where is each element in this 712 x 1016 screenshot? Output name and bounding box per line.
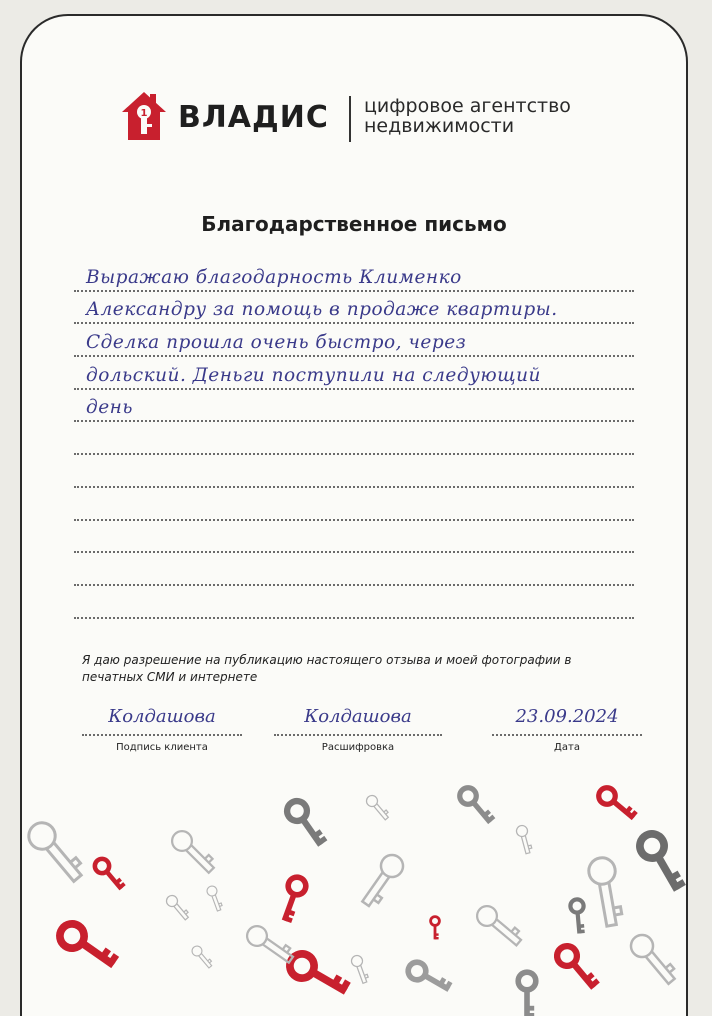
key-outline-icon: [627, 931, 680, 989]
signature-label: Подпись клиента: [116, 742, 208, 753]
letter-line: [74, 259, 634, 292]
letter-line: [74, 455, 634, 488]
key-icon: [553, 942, 601, 994]
key-icon: [405, 959, 453, 997]
decoding-block: [274, 702, 442, 753]
handwritten-text: Александру за помощь в продаже квартиры.: [86, 299, 558, 321]
letter-line: [74, 357, 634, 390]
date-value: 23.09.2024: [492, 702, 642, 736]
key-outline-icon: [164, 893, 191, 922]
key-outline-icon: [168, 827, 218, 877]
key-outline-icon: [515, 824, 533, 854]
key-icon: [635, 829, 686, 895]
client-signature: Колдашова: [82, 702, 242, 736]
key-outline-icon: [190, 944, 214, 970]
key-outline-icon: [357, 851, 408, 910]
signature-block: [82, 702, 242, 753]
handwritten-text: Сделка прошла очень быстро, через: [86, 332, 467, 354]
date-label: Дата: [554, 742, 580, 753]
decoding-label: Расшифровка: [321, 742, 395, 753]
key-icon: [283, 797, 329, 850]
brand-logo: [120, 90, 640, 146]
key-outline-icon: [587, 856, 625, 928]
letter-line: [74, 324, 634, 357]
keys-decoration: [22, 756, 686, 1016]
brand-name: ВЛАДИС: [178, 100, 329, 135]
key-outline-icon: [364, 793, 391, 822]
handwritten-text: дольский. Деньги поступили на следующий: [86, 364, 541, 386]
brand-tagline: [364, 96, 624, 136]
letter-line: [74, 422, 634, 455]
signature-decoding: Колдашова: [274, 702, 442, 736]
key-icon: [92, 856, 127, 894]
tagline-line-1: цифровое агентство: [364, 95, 571, 117]
handwritten-text: день: [86, 397, 133, 419]
key-icon: [55, 919, 120, 975]
key-icon: [595, 784, 638, 824]
tagline-line-2: недвижимости: [364, 115, 515, 137]
logo-digit: 1: [140, 108, 148, 119]
key-icon: [456, 784, 496, 827]
letter-line: [74, 553, 634, 586]
letter-line: [74, 521, 634, 554]
house-1-logo-icon: [120, 90, 168, 142]
key-icon: [570, 899, 586, 934]
key-outline-icon: [350, 954, 370, 985]
letter-line: [74, 488, 634, 521]
letter-line: [74, 292, 634, 325]
handwritten-text: Выражаю благодарность Клименко: [86, 266, 462, 288]
letter-line: [74, 390, 634, 423]
consent-text: Я даю разрешение на публикацию настоящего отзыва и моей фотографии в печатных СМИ и интернете: [82, 653, 572, 684]
key-icon: [285, 949, 351, 1001]
key-outline-icon: [23, 817, 87, 886]
page-title: Благодарственное письмо: [201, 212, 507, 236]
key-outline-icon: [206, 885, 224, 912]
key-outline-icon: [473, 902, 525, 950]
letter-line: [74, 586, 634, 619]
key-icon: [431, 917, 440, 940]
key-icon: [518, 972, 536, 1016]
key-icon: [276, 875, 308, 924]
letter-lines: [74, 259, 634, 619]
date-block: [492, 702, 642, 753]
letter-sheet: [20, 14, 688, 1016]
logo-divider: [349, 96, 351, 142]
